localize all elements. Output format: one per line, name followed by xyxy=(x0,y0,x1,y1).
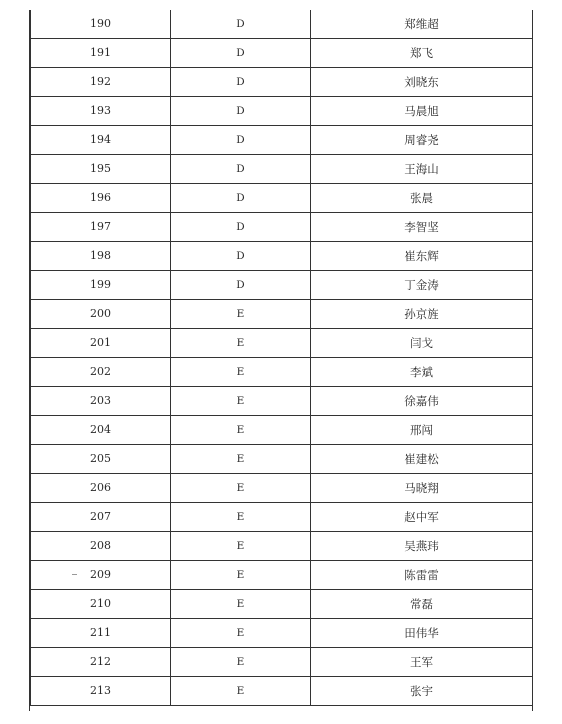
row-category-cell: E xyxy=(171,300,311,329)
row-number-cell: 209 xyxy=(31,561,171,590)
row-number-cell: 212 xyxy=(31,648,171,677)
row-category-cell: E xyxy=(171,619,311,648)
row-number-cell: 195 xyxy=(31,155,171,184)
row-category-cell: E xyxy=(171,532,311,561)
row-name-cell: 刘晓东 xyxy=(311,68,533,97)
row-name-cell: 马晓翔 xyxy=(311,474,533,503)
row-category-cell: D xyxy=(171,155,311,184)
row-category-cell: D xyxy=(171,242,311,271)
row-name-cell: 郑飞 xyxy=(311,39,533,68)
row-name-cell: 闫戈 xyxy=(311,329,533,358)
row-number-cell: 205 xyxy=(31,445,171,474)
row-name-cell: 邢闯 xyxy=(311,416,533,445)
table-row xyxy=(31,68,533,97)
roster-table xyxy=(30,10,533,706)
row-number-cell: 203 xyxy=(31,387,171,416)
table-row xyxy=(31,329,533,358)
row-category-cell: E xyxy=(171,416,311,445)
row-name-cell: 孙京旌 xyxy=(311,300,533,329)
table-row xyxy=(31,271,533,300)
table-row xyxy=(31,677,533,706)
row-number-cell: 192 xyxy=(31,68,171,97)
row-number-cell: 193 xyxy=(31,97,171,126)
table-row xyxy=(31,590,533,619)
row-name-cell: 崔建松 xyxy=(311,445,533,474)
row-number-cell: 190 xyxy=(31,10,171,39)
table-row xyxy=(31,97,533,126)
row-category-cell: D xyxy=(171,126,311,155)
table-row xyxy=(31,416,533,445)
row-number-cell: 199 xyxy=(31,271,171,300)
table-row xyxy=(31,503,533,532)
row-number-cell: 200 xyxy=(31,300,171,329)
row-number-cell: 198 xyxy=(31,242,171,271)
row-number-cell: 206 xyxy=(31,474,171,503)
row-name-cell: 赵中军 xyxy=(311,503,533,532)
row-number-cell: 194 xyxy=(31,126,171,155)
row-name-cell: 吴燕玮 xyxy=(311,532,533,561)
row-number-cell: 213 xyxy=(31,677,171,706)
row-number-cell: 204 xyxy=(31,416,171,445)
row-name-cell: 常磊 xyxy=(311,590,533,619)
row-category-cell: D xyxy=(171,39,311,68)
row-name-cell: 崔东辉 xyxy=(311,242,533,271)
table-row xyxy=(31,532,533,561)
table-row xyxy=(31,242,533,271)
row-category-cell: D xyxy=(171,68,311,97)
row-number-cell: 210 xyxy=(31,590,171,619)
row-name-cell: 周睿尧 xyxy=(311,126,533,155)
row-number-cell: 196 xyxy=(31,184,171,213)
row-category-cell: E xyxy=(171,503,311,532)
table-row xyxy=(31,155,533,184)
row-name-cell: 张晨 xyxy=(311,184,533,213)
row-name-cell: 李斌 xyxy=(311,358,533,387)
table-row xyxy=(31,358,533,387)
row-category-cell: E xyxy=(171,677,311,706)
row-category-cell: E xyxy=(171,387,311,416)
row-name-cell: 郑维超 xyxy=(311,10,533,39)
row-name-cell: 李智坚 xyxy=(311,213,533,242)
row-category-cell: D xyxy=(171,10,311,39)
row-category-cell: D xyxy=(171,184,311,213)
roster-sheet xyxy=(29,10,533,711)
row-name-cell: 丁金涛 xyxy=(311,271,533,300)
row-number-cell: 208 xyxy=(31,532,171,561)
table-row xyxy=(31,300,533,329)
row-number-cell: 197 xyxy=(31,213,171,242)
table-row xyxy=(31,619,533,648)
row-name-cell: 王海山 xyxy=(311,155,533,184)
row-category-cell: D xyxy=(171,271,311,300)
roster-table-body xyxy=(31,10,533,706)
table-row xyxy=(31,39,533,68)
row-category-cell: D xyxy=(171,97,311,126)
row-category-cell: E xyxy=(171,648,311,677)
row-category-cell: E xyxy=(171,445,311,474)
row-category-cell: E xyxy=(171,590,311,619)
row-number-cell: 202 xyxy=(31,358,171,387)
row-name-cell: 陈雷雷 xyxy=(311,561,533,590)
row-name-cell: 张宇 xyxy=(311,677,533,706)
table-row xyxy=(31,561,533,590)
row-number-cell: 211 xyxy=(31,619,171,648)
table-row xyxy=(31,184,533,213)
row-category-cell: D xyxy=(171,213,311,242)
table-row xyxy=(31,445,533,474)
row-category-cell: E xyxy=(171,561,311,590)
row-category-cell: E xyxy=(171,474,311,503)
row-number-cell: 207 xyxy=(31,503,171,532)
row-number-cell: 191 xyxy=(31,39,171,68)
table-row xyxy=(31,10,533,39)
scan-speck xyxy=(72,574,77,575)
row-number-cell: 201 xyxy=(31,329,171,358)
row-name-cell: 田伟华 xyxy=(311,619,533,648)
table-row xyxy=(31,387,533,416)
table-row xyxy=(31,126,533,155)
row-name-cell: 徐嘉伟 xyxy=(311,387,533,416)
table-row xyxy=(31,474,533,503)
row-name-cell: 王军 xyxy=(311,648,533,677)
row-name-cell: 马晨旭 xyxy=(311,97,533,126)
row-category-cell: E xyxy=(171,329,311,358)
table-row xyxy=(31,648,533,677)
table-row xyxy=(31,213,533,242)
row-category-cell: E xyxy=(171,358,311,387)
